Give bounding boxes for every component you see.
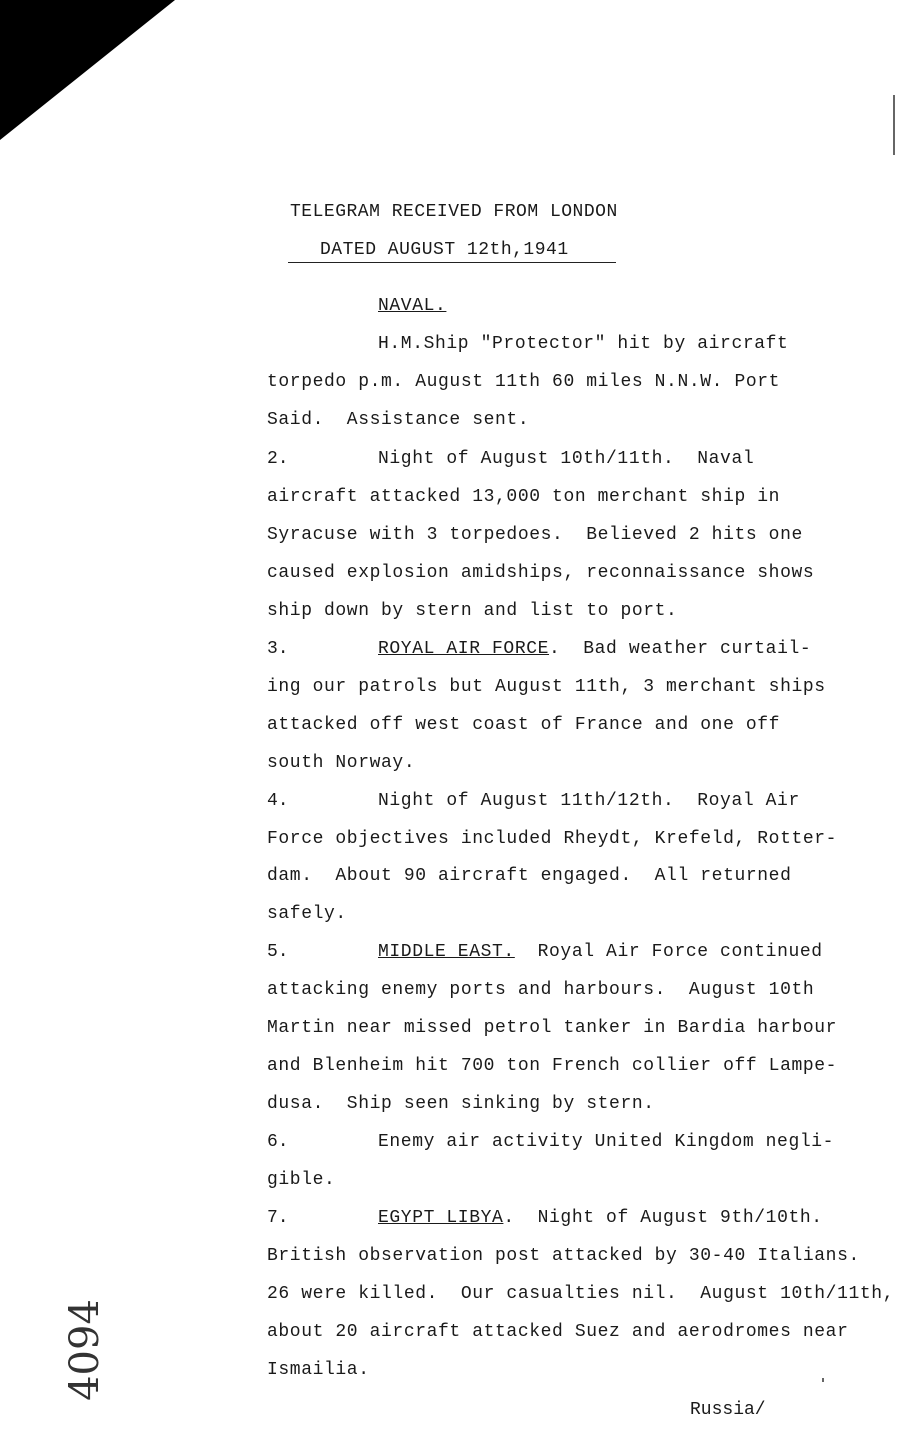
- date-underline: [288, 262, 616, 263]
- item-3-line: ing our patrols but August 11th, 3 merchant ships: [267, 677, 826, 697]
- item-7-line: Ismailia.: [267, 1360, 370, 1380]
- scan-corner-mark: [0, 0, 175, 140]
- telegram-date: DATED AUGUST 12th,1941: [320, 240, 569, 260]
- item-4-number: 4.: [267, 791, 289, 811]
- middle-east-heading: MIDDLE EAST.: [378, 942, 515, 962]
- item-3-line: south Norway.: [267, 753, 416, 773]
- egypt-libya-heading: EGYPT LIBYA: [378, 1208, 504, 1228]
- item-7-line: 26 were killed. Our casualties nil. August 10th/11th,: [267, 1284, 895, 1304]
- item-5-line: dusa. Ship seen sinking by stern.: [267, 1094, 655, 1114]
- item-3-first-line: [378, 639, 811, 659]
- handwritten-margin-number: 4094: [62, 1299, 108, 1401]
- item-7-line: British observation post attacked by 30-40 Italians.: [267, 1246, 860, 1266]
- item-5-first-line: [378, 942, 823, 962]
- item-2-number: 2.: [267, 449, 289, 469]
- item-2-line: aircraft attacked 13,000 ton merchant ship in: [267, 487, 781, 507]
- item-3-first-text: . Bad weather curtail-: [549, 639, 812, 659]
- item-5-first-text: Royal Air Force continued: [514, 942, 823, 962]
- item-6-number: 6.: [267, 1132, 289, 1152]
- naval-heading: NAVAL.: [378, 296, 447, 316]
- item-5-number: 5.: [267, 942, 289, 962]
- item-4-line: dam. About 90 aircraft engaged. All returned: [267, 866, 792, 886]
- item-2-line: ship down by stern and list to port.: [267, 601, 678, 621]
- item-5-line: attacking enemy ports and harbours. August 10th: [267, 980, 815, 1000]
- item-4-first-line: Night of August 11th/12th. Royal Air: [378, 791, 800, 811]
- item-2-first-line: Night of August 10th/11th. Naval: [378, 449, 755, 469]
- item-6-first-line: Enemy air activity United Kingdom negli-: [378, 1132, 835, 1152]
- scan-speck: [822, 1378, 824, 1382]
- naval-line-1: H.M.Ship "Protector" hit by aircraft: [378, 334, 789, 354]
- item-4-line: Force objectives included Rheydt, Krefeld, Rotter-: [267, 829, 838, 849]
- item-6-line: gible.: [267, 1170, 336, 1190]
- item-3-number: 3.: [267, 639, 289, 659]
- item-3-line: attacked off west coast of France and one off: [267, 715, 781, 735]
- item-4-line: safely.: [267, 904, 347, 924]
- catchword: Russia/: [690, 1400, 766, 1420]
- scan-edge-mark: [893, 95, 895, 155]
- item-7-first-text: . Night of August 9th/10th.: [503, 1208, 823, 1228]
- naval-line-2: torpedo p.m. August 11th 60 miles N.N.W. Port: [267, 372, 781, 392]
- raf-heading: ROYAL AIR FORCE: [378, 639, 550, 659]
- item-7-number: 7.: [267, 1208, 289, 1228]
- item-2-line: Syracuse with 3 torpedoes. Believed 2 hits one: [267, 525, 803, 545]
- item-2-line: caused explosion amidships, reconnaissance shows: [267, 563, 815, 583]
- item-7-line: about 20 aircraft attacked Suez and aerodromes near: [267, 1322, 849, 1342]
- naval-line-3: Said. Assistance sent.: [267, 410, 530, 430]
- telegram-title: TELEGRAM RECEIVED FROM LONDON: [290, 202, 618, 222]
- item-5-line: Martin near missed petrol tanker in Bardia harbour: [267, 1018, 838, 1038]
- item-7-first-line: [378, 1208, 823, 1228]
- item-5-line: and Blenheim hit 700 ton French collier off Lampe-: [267, 1056, 838, 1076]
